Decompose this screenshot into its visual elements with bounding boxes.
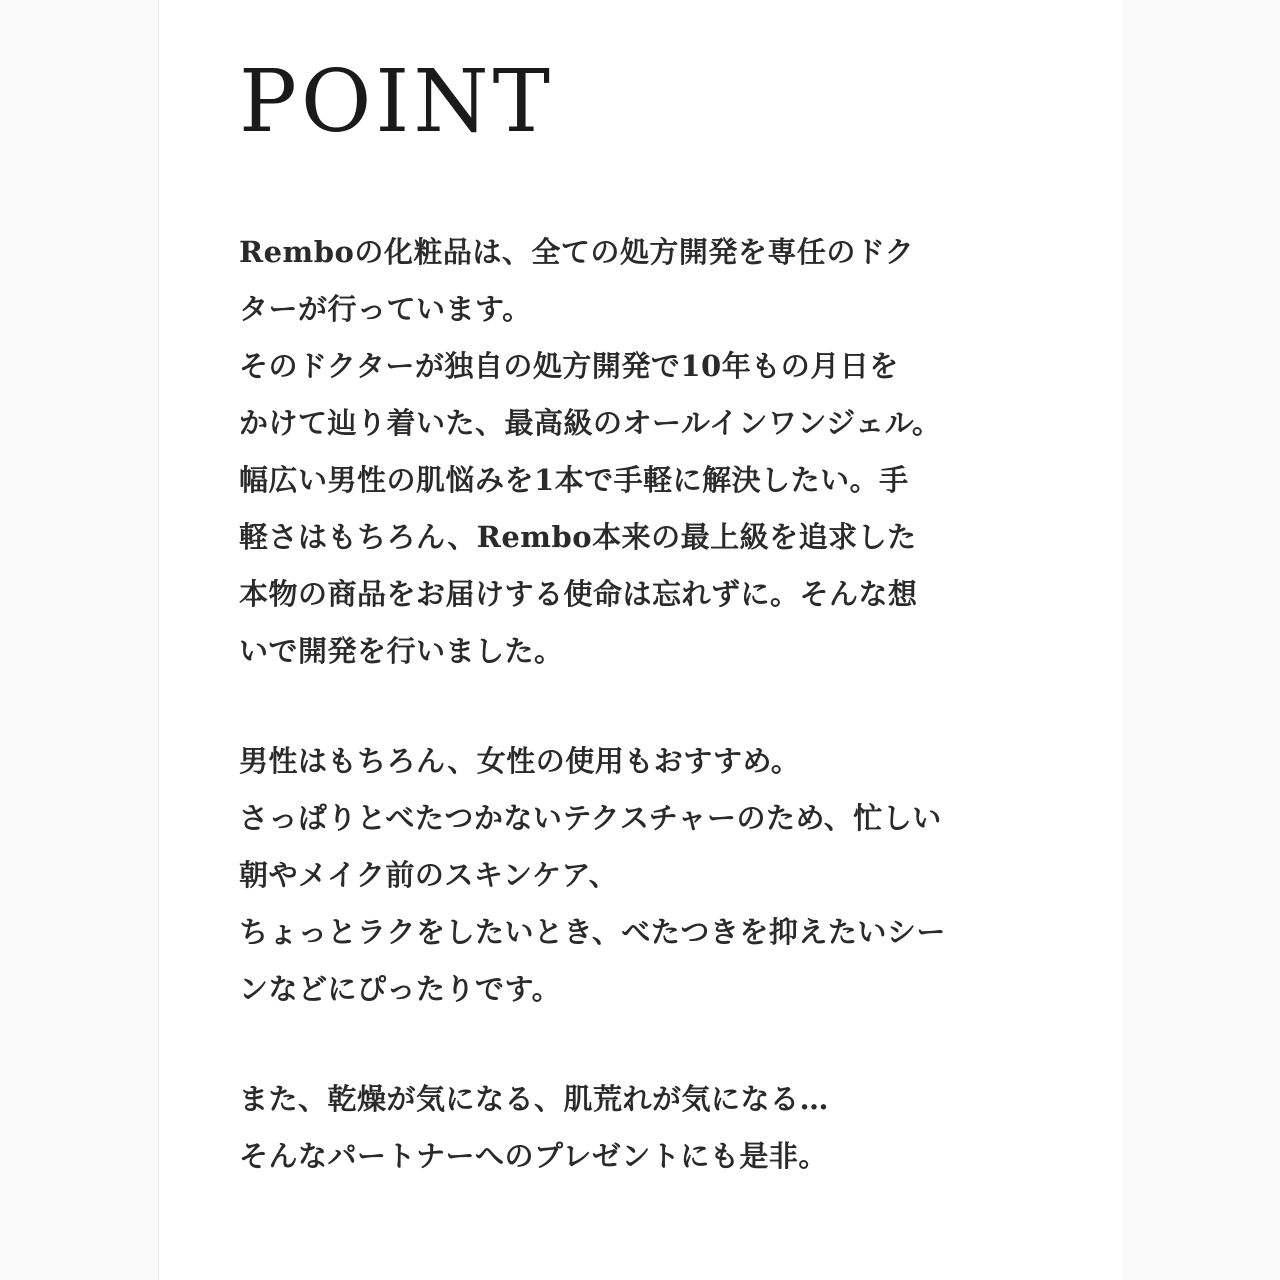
text-line: 幅広い男性の肌悩みを1本で手軽に解決したい。手 <box>239 463 909 497</box>
text-line: そのドクターが独自の処方開発で10年もの月日を <box>239 349 899 383</box>
text-line: いで開発を行いました。 <box>239 634 564 668</box>
paragraph-gift <box>239 1071 1089 1185</box>
text-line: 朝やメイク前のスキンケア、 <box>239 858 619 892</box>
content-area <box>239 52 1089 1185</box>
paragraph-usage <box>239 733 1089 1018</box>
paragraph-doctor-formulation <box>239 224 1089 680</box>
text-line: 本物の商品をお届けする使命は忘れずに。そんな想 <box>239 577 918 611</box>
text-line: また、乾燥が気になる、肌荒れが気になる… <box>239 1082 830 1116</box>
text-line: Remboの化粧品は、全ての処方開発を専任のドク <box>239 235 915 269</box>
page-title: POINT <box>239 52 554 152</box>
text-line: さっぱりとべたつかないテクスチャーのため、忙しい <box>239 801 942 835</box>
text-line: ンなどにぴったりです。 <box>239 972 562 1006</box>
text-line: そんなパートナーへのプレゼントにも是非。 <box>239 1139 828 1173</box>
body-text <box>239 224 1089 1185</box>
text-line: 男性はもちろん、女性の使用もおすすめ。 <box>239 744 801 778</box>
text-line: ちょっとラクをしたいとき、べたつきを抑えたいシー <box>239 915 946 949</box>
document-page <box>158 0 1123 1280</box>
text-line: 軽さはもちろん、Rembo本来の最上級を追求した <box>239 520 917 554</box>
text-line: かけて辿り着いた、最高級のオールインワンジェル。 <box>239 406 942 440</box>
text-line: ターが行っています。 <box>239 292 532 326</box>
